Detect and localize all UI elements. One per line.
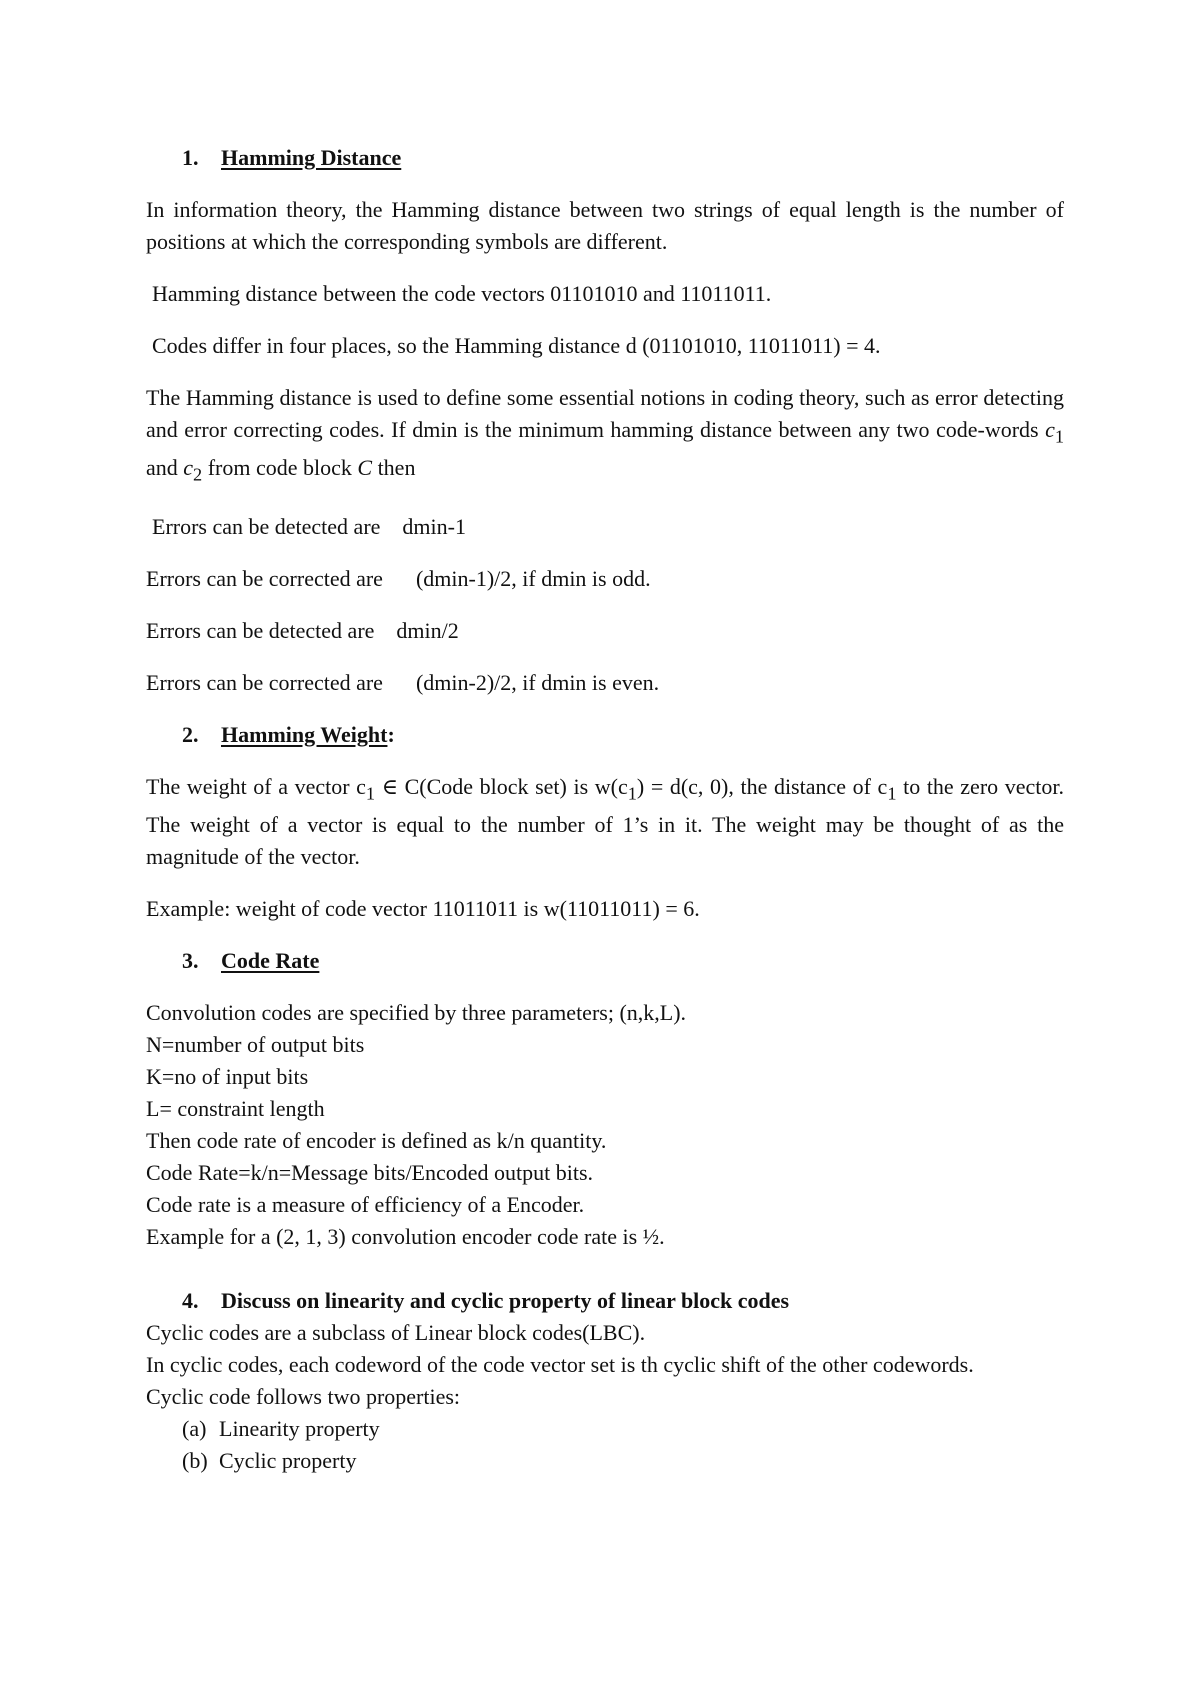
section-number: 2. <box>182 721 199 747</box>
text-line: Code rate is a measure of efficiency of a Encoder. <box>146 1192 585 1218</box>
section-number: 4. <box>182 1288 199 1314</box>
section-title: Code Rate <box>221 948 320 974</box>
text-line: Code Rate=k/n=Message bits/Encoded output bits. <box>146 1160 594 1186</box>
list-item: (b) Cyclic property <box>182 1448 357 1474</box>
section-4-heading <box>146 1285 1064 1317</box>
text-line: N=number of output bits <box>146 1032 365 1058</box>
section-1-heading <box>146 142 1064 174</box>
section-number: 1. <box>182 145 199 170</box>
document-content <box>146 142 1064 1477</box>
error-row: Errors can be detected are dmin/2 <box>146 617 459 643</box>
code-rate-lines <box>146 997 1064 1253</box>
text-line: Cyclic codes are a subclass of Linear block codes(LBC). <box>146 1320 646 1346</box>
section-title: Hamming Distance <box>221 145 402 170</box>
paragraph: Codes differ in four places, so the Hamming distance d (01101010, 11011011) = 4. <box>152 333 881 358</box>
section-title: Discuss on linearity and cyclic property of linear block codes <box>221 1288 790 1314</box>
error-row: Errors can be detected are dmin-1 <box>152 513 466 539</box>
section-number: 3. <box>182 948 199 974</box>
text-line: L= constraint length <box>146 1096 325 1122</box>
section-3-heading <box>146 945 1064 977</box>
list-item: (a) Linearity property <box>182 1416 380 1442</box>
paragraph: Example: weight of code vector 11011011 is w(11011011) = 6. <box>146 896 700 922</box>
text-line: Convolution codes are specified by three parameters; (n,k,L). <box>146 1000 687 1026</box>
paragraph: The weight of a vector $c_1$ ∈ C(Code block set) is $w(c_1) = d(c$, 0), the distance of $c_1$ to the zero vector. The weight of a vector is equal to the number of 1’s in it. The weight may be thought of as the magnitude of the vector. <box>146 773 1065 870</box>
text-line: K=no of input bits <box>146 1064 309 1090</box>
paragraph: In information theory, the Hamming distance between two strings of equal length is the number of positions at which the corresponding symbols are different. <box>146 197 1064 254</box>
text-line: In cyclic codes, each codeword of the code vector set is th cyclic shift of the other codewords. <box>146 1352 974 1378</box>
error-row: Errors can be corrected are (dmin-2)/2, if dmin is even. <box>146 669 660 695</box>
section-2-heading: 2. Hamming Weight: <box>146 719 1064 751</box>
section-title: Hamming Weight <box>221 721 388 747</box>
text-line: Then code rate of encoder is defined as k/n quantity. <box>146 1128 607 1154</box>
text-line: Example for a (2, 1, 3) convolution encoder code rate is ½. <box>146 1224 665 1250</box>
text-line: Cyclic code follows two properties: <box>146 1384 461 1410</box>
paragraph: Hamming distance between the code vectors 01101010 and 11011011. <box>152 281 772 306</box>
paragraph: The Hamming distance is used to define some essential notions in coding theory, such as error detecting and error correcting codes. If dmin is the minimum hamming distance between any two code-words $c_1$ and $c_2$ from code block C then <box>146 385 1064 485</box>
error-row: Errors can be corrected are (dmin-1)/2, if dmin is odd. <box>146 565 651 591</box>
